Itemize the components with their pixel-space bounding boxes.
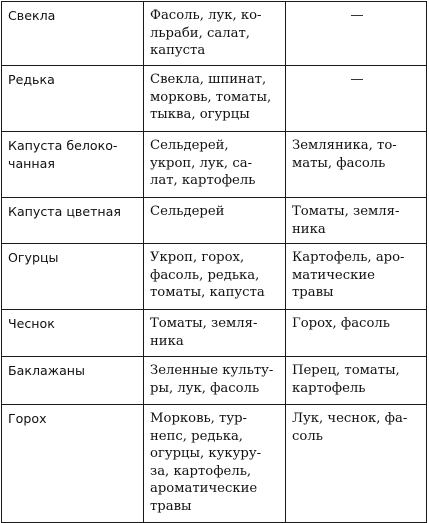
cell-text: томаты, капуста [150, 285, 265, 301]
cell-text: ароматические [150, 481, 258, 497]
cell-text: Капуста белоко- [8, 138, 118, 153]
bad-neighbors-cell [286, 357, 427, 405]
cell-text: огурцы, кукуру- [150, 446, 262, 462]
bad-neighbors-cell [286, 405, 427, 523]
culture-cell [2, 198, 144, 244]
cell-text: непс, редька, [150, 428, 243, 444]
bad-neighbors-cell [286, 198, 427, 244]
cell-text: матические [292, 267, 375, 283]
cell-text: Перец, томаты, [292, 363, 400, 378]
cell-text: Горох [8, 411, 47, 426]
cell-text: Зеленные культу- [150, 363, 274, 378]
cell-text: Фасоль, лук, ко- [150, 8, 262, 23]
cell-text: лат, картофель [150, 173, 256, 189]
cell-text: маты, фасоль [292, 155, 386, 171]
cell-text: Свекла [8, 8, 56, 23]
cell-text: ры, лук, фасоль [150, 380, 260, 396]
bad-neighbors-cell [286, 310, 427, 357]
culture-cell [2, 66, 144, 132]
bad-neighbors-cell [286, 244, 427, 310]
cell-text: Земляника, то- [292, 138, 397, 153]
cell-text: капуста [150, 43, 206, 59]
table-row [2, 244, 427, 310]
culture-cell [2, 405, 144, 523]
cell-text: травы [292, 285, 334, 301]
bad-neighbors-cell [286, 66, 427, 132]
cell-text: морковь, томаты, [150, 89, 272, 105]
cell-text: Лук, чеснок, фа- [292, 411, 408, 426]
good-neighbors-cell [144, 198, 286, 244]
cell-text: Редька [8, 72, 55, 87]
good-neighbors-cell [144, 66, 286, 132]
cell-text: — [350, 8, 364, 23]
cell-text: тыква, огурцы [150, 107, 250, 123]
good-neighbors-cell [144, 244, 286, 310]
cell-text: Томаты, земля- [292, 204, 400, 219]
good-neighbors-cell [144, 310, 286, 357]
culture-cell [2, 357, 144, 405]
cell-text: Сельдерей [150, 204, 225, 219]
cell-text: ника [292, 221, 326, 237]
good-neighbors-cell [144, 132, 286, 198]
cell-text: Укроп, горох, [150, 250, 245, 265]
table-row [2, 357, 427, 405]
cell-text: картофель [292, 380, 366, 396]
cell-text: соль [292, 428, 323, 444]
cell-text: Свекла, шпинат, [150, 72, 267, 87]
cell-text: за, картофель, [150, 463, 252, 479]
cell-text: Морковь, тур- [150, 411, 248, 426]
cell-text: Огурцы [8, 250, 59, 265]
cell-text: Чеснок [8, 316, 55, 331]
cell-text: укроп, лук, са- [150, 155, 253, 171]
cell-text: Картофель, аро- [292, 250, 405, 265]
companion-planting-table [1, 1, 427, 523]
cell-text: Горох, фасоль [292, 316, 390, 331]
good-neighbors-cell [144, 2, 286, 66]
bad-neighbors-cell [286, 2, 427, 66]
culture-cell [2, 244, 144, 310]
cell-text: Томаты, земля- [150, 316, 258, 331]
table-row [2, 310, 427, 357]
cell-text: Капуста цветная [8, 204, 121, 219]
good-neighbors-cell [144, 405, 286, 523]
table-row [2, 198, 427, 244]
table-row [2, 132, 427, 198]
culture-cell [2, 132, 144, 198]
culture-cell [2, 310, 144, 357]
bad-neighbors-cell [286, 132, 427, 198]
cell-text: Сельдерей, [150, 138, 229, 153]
cell-text: ника [150, 333, 184, 349]
cell-text: Баклажаны [8, 363, 85, 378]
cell-text: льраби, салат, [150, 25, 250, 41]
cell-text: фасоль, редька, [150, 267, 260, 283]
culture-cell [2, 2, 144, 66]
table-row [2, 66, 427, 132]
cell-text: — [350, 72, 364, 87]
cell-text: чанная [8, 155, 55, 171]
good-neighbors-cell [144, 357, 286, 405]
cell-text: травы [150, 498, 192, 514]
table-row [2, 405, 427, 523]
table-row [2, 2, 427, 66]
